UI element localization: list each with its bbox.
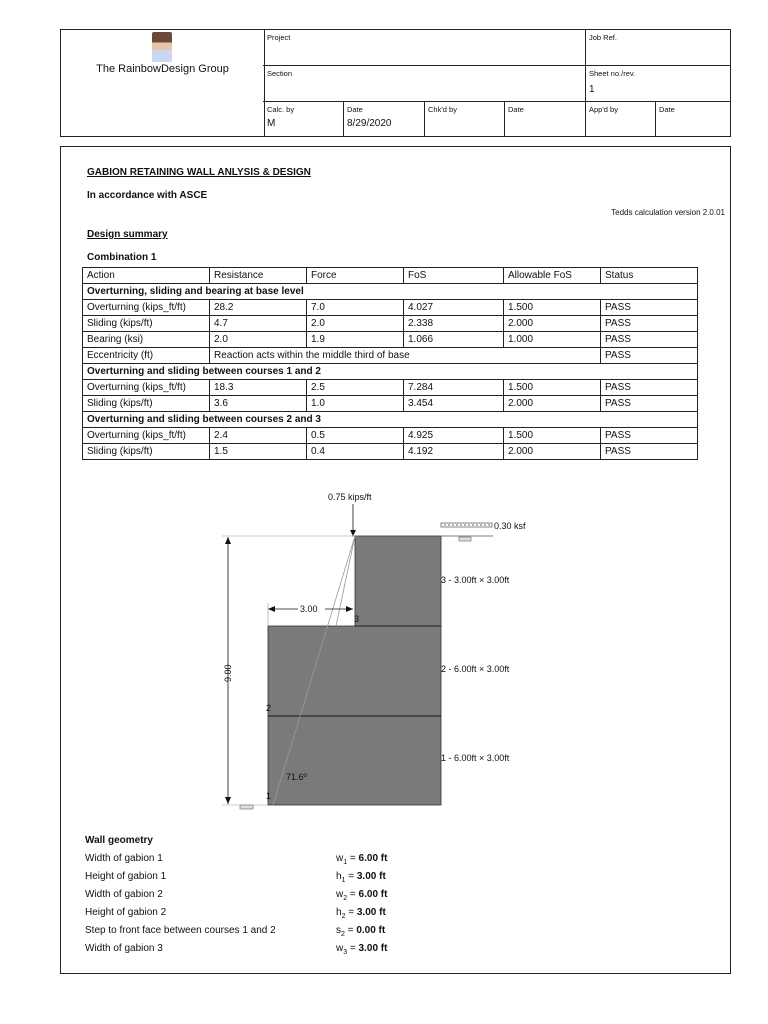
step-dimension-label: 3.00	[300, 604, 318, 614]
version-note: Tedds calculation version 2.0.01	[611, 208, 725, 217]
geometry-label: Width of gabion 1	[85, 853, 163, 864]
table-cell: 4.027	[404, 300, 504, 316]
wall-geometry-heading: Wall geometry	[85, 835, 153, 846]
table-cell: 4.925	[404, 428, 504, 444]
node-label-3: 3	[354, 614, 360, 624]
table-cell: Sliding (kips/ft)	[83, 444, 210, 460]
table-cell: Overturning and sliding between courses 2 and 3	[83, 412, 698, 428]
geometry-subscript: 2	[341, 913, 346, 920]
table-cell: 3.454	[404, 396, 504, 412]
company-name: The RainbowDesign Group	[96, 63, 229, 75]
column-header: Action	[83, 268, 210, 284]
table-cell: 2.000	[504, 316, 601, 332]
project-label: Project	[267, 33, 291, 42]
table-cell: 2.0	[307, 316, 404, 332]
approve-date-label: Date	[659, 105, 675, 114]
table-cell: 4.7	[210, 316, 307, 332]
equals-sign: =	[344, 925, 357, 936]
date-value: 8/29/2020	[347, 118, 392, 129]
document-title: GABION RETAINING WALL ANLYSIS & DESIGN	[87, 167, 311, 178]
check-date-label: Date	[508, 105, 524, 114]
table-cell: 1.9	[307, 332, 404, 348]
geometry-value	[336, 853, 387, 866]
approved-by-label: App'd by	[589, 105, 618, 114]
table-cell: 2.5	[307, 380, 404, 396]
table-cell: Overturning (kips_ft/ft)	[83, 300, 210, 316]
gabion-course-2	[268, 626, 441, 716]
geometry-subscript: 3	[343, 949, 348, 956]
table-cell: 2.000	[504, 396, 601, 412]
geometry-subscript: 1	[343, 859, 348, 866]
sheet-label: Sheet no./rev.	[589, 69, 636, 78]
equals-sign: =	[347, 853, 359, 864]
course-1-label: 1 - 6.00ft × 3.00ft	[441, 753, 510, 763]
table-cell: PASS	[601, 444, 698, 460]
geometry-value	[336, 907, 386, 920]
dimension-arrowhead	[346, 606, 353, 612]
table-cell: 1.0	[307, 396, 404, 412]
table-cell: PASS	[601, 428, 698, 444]
geometry-symbol: w	[336, 943, 344, 954]
geometry-symbol: s	[336, 925, 341, 936]
table-cell: Sliding (kips/ft)	[83, 316, 210, 332]
table-cell: Overturning, sliding and bearing at base level	[83, 284, 698, 300]
geometry-value	[336, 871, 386, 884]
geometry-value	[336, 889, 387, 902]
table-cell: PASS	[601, 348, 698, 364]
geometry-symbol: w	[336, 889, 344, 900]
geometry-value	[336, 925, 385, 938]
line-load-arrowhead	[350, 530, 356, 536]
date-label: Date	[347, 105, 363, 114]
wedge-line	[336, 536, 355, 626]
gabion-course-1	[268, 716, 441, 805]
table-cell: Overturning (kips_ft/ft)	[83, 380, 210, 396]
height-dimension-label: 9.00	[223, 664, 233, 682]
jobref-label: Job Ref.	[589, 33, 617, 42]
table-cell: 3.6	[210, 396, 307, 412]
wedge-angle-label: 71.6º	[286, 772, 307, 782]
table-cell: 1.500	[504, 428, 601, 444]
equals-sign: =	[347, 943, 359, 954]
table-cell: 4.192	[404, 444, 504, 460]
table-cell: Bearing (ksi)	[83, 332, 210, 348]
table-cell: Reaction acts within the middle third of base	[210, 348, 601, 364]
table-cell: PASS	[601, 316, 698, 332]
geometry-number: 0.00 ft	[356, 925, 386, 936]
combination-heading: Combination 1	[87, 252, 157, 263]
line-load-label: 0.75 kips/ft	[328, 492, 372, 502]
geometry-number: 3.00 ft	[356, 871, 386, 882]
checked-by-label: Chk'd by	[428, 105, 457, 114]
geometry-number: 6.00 ft	[358, 889, 388, 900]
geometry-label: Height of gabion 2	[85, 907, 167, 918]
table-cell: 2.000	[504, 444, 601, 460]
course-2-label: 2 - 6.00ft × 3.00ft	[441, 664, 510, 674]
table-cell: 2.338	[404, 316, 504, 332]
geometry-label: Width of gabion 2	[85, 889, 163, 900]
geometry-subscript: 2	[343, 895, 348, 902]
geometry-label: Width of gabion 3	[85, 943, 163, 954]
table-cell: 0.5	[307, 428, 404, 444]
node-label-2: 2	[266, 703, 272, 713]
sheet-value: 1	[589, 84, 595, 95]
course-3-label: 3 - 3.00ft × 3.00ft	[441, 575, 510, 585]
document-subtitle: In accordance with ASCE	[87, 190, 208, 201]
column-header: Allowable FoS	[504, 268, 601, 284]
toe-marker	[240, 805, 253, 809]
table-cell: 7.284	[404, 380, 504, 396]
table-cell: 18.3	[210, 380, 307, 396]
table-cell: PASS	[601, 380, 698, 396]
equals-sign: =	[345, 907, 357, 918]
table-cell: 28.2	[210, 300, 307, 316]
geometry-value	[336, 943, 387, 956]
design-summary-heading: Design summary	[87, 229, 168, 240]
geometry-label: Step to front face between courses 1 and 2	[85, 925, 276, 936]
dimension-arrowhead	[225, 797, 231, 804]
table-cell: 7.0	[307, 300, 404, 316]
table-cell: 1.000	[504, 332, 601, 348]
equals-sign: =	[347, 889, 359, 900]
table-cell: Eccentricity (ft)	[83, 348, 210, 364]
geometry-symbol: h	[336, 907, 342, 918]
geometry-number: 3.00 ft	[358, 943, 388, 954]
table-cell: 1.5	[210, 444, 307, 460]
dimension-arrowhead	[225, 537, 231, 544]
table-cell: 2.0	[210, 332, 307, 348]
table-cell: 0.4	[307, 444, 404, 460]
column-header: Status	[601, 268, 698, 284]
surcharge-label: 0.30 ksf	[494, 521, 526, 531]
table-cell: Overturning and sliding between courses 1 and 2	[83, 364, 698, 380]
geometry-symbol: h	[336, 871, 342, 882]
geometry-number: 3.00 ft	[356, 907, 386, 918]
node-label-1: 1	[266, 791, 272, 801]
table-cell: PASS	[601, 332, 698, 348]
geometry-symbol: w	[336, 853, 344, 864]
table-cell: Overturning (kips_ft/ft)	[83, 428, 210, 444]
table-cell: 1.500	[504, 300, 601, 316]
table-cell: PASS	[601, 300, 698, 316]
ground-marker	[459, 537, 471, 541]
table-cell: Sliding (kips/ft)	[83, 396, 210, 412]
geometry-subscript: 1	[341, 877, 346, 884]
dimension-arrowhead	[268, 606, 275, 612]
table-cell: PASS	[601, 396, 698, 412]
column-header: FoS	[404, 268, 504, 284]
geometry-subscript: 2	[341, 931, 345, 938]
calcby-value: M	[267, 118, 276, 129]
section-label: Section	[267, 69, 293, 78]
column-header: Force	[307, 268, 404, 284]
column-header: Resistance	[210, 268, 307, 284]
equals-sign: =	[345, 871, 357, 882]
table-cell: 1.500	[504, 380, 601, 396]
geometry-label: Height of gabion 1	[85, 871, 167, 882]
calcby-label: Calc. by	[267, 105, 295, 114]
geometry-number: 6.00 ft	[358, 853, 388, 864]
table-cell: 2.4	[210, 428, 307, 444]
table-cell: 1.066	[404, 332, 504, 348]
gabion-course-3	[355, 536, 441, 626]
